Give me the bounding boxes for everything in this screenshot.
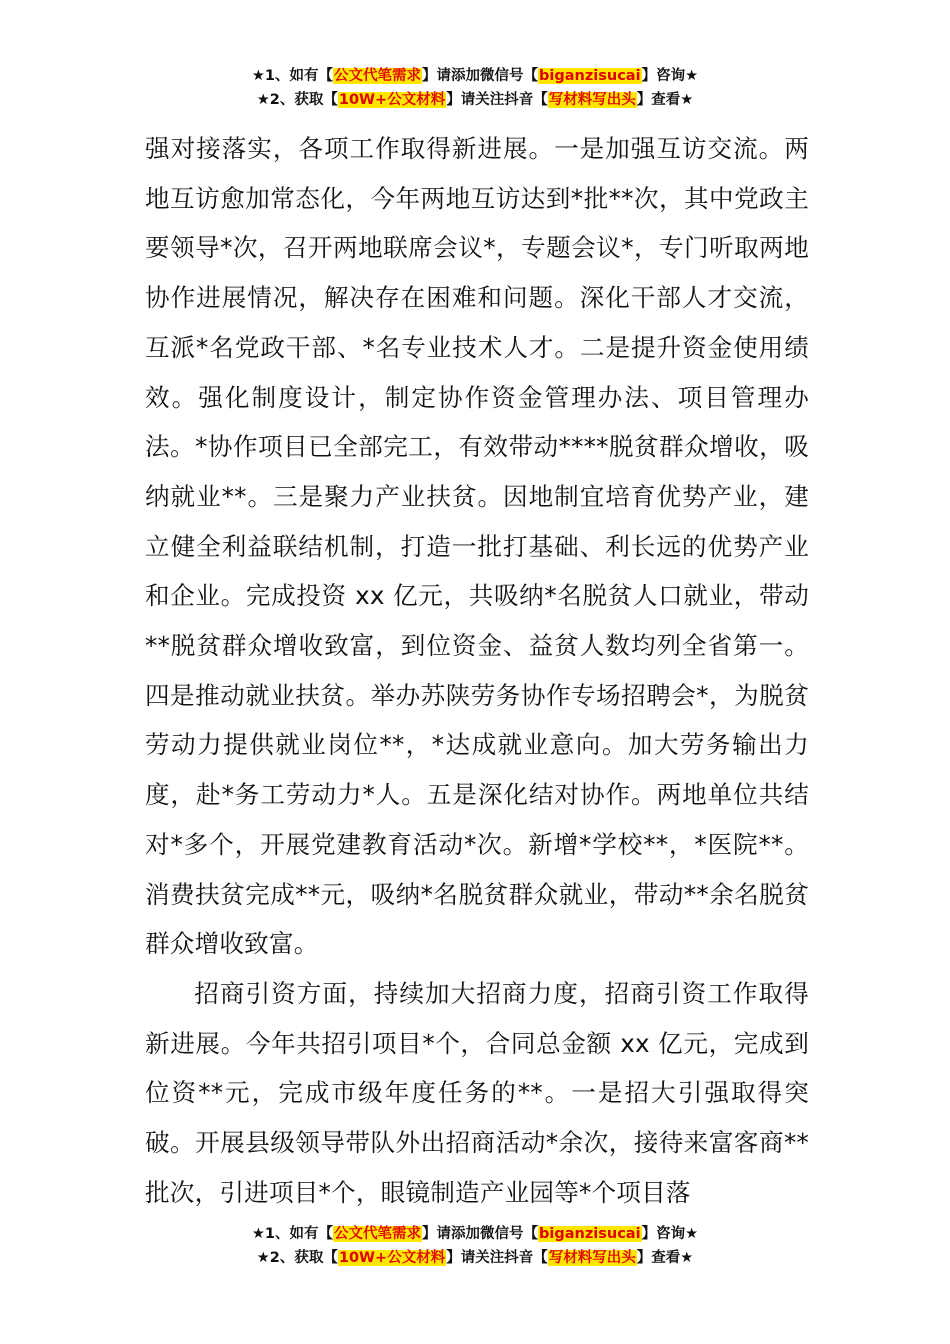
footer-line-2-mid: 】请关注抖音【: [446, 1250, 548, 1266]
paragraph-2: 招商引资方面，持续加大招商力度，招商引资工作取得新进展。今年共招引项目*个，合同总金额 xx 亿元，完成到位资**元，完成市级年度任务的**。一是招大引强取得突破。开展县级领导带队外出招商活动*余次，接待来富客商**批次，引进项目*个，眼镜制造产业园等*个项目落: [145, 978, 809, 1207]
banner-line-1-prefix: ★1、如有【: [251, 68, 334, 84]
footer-line-1-mid: 】请添加微信号【: [422, 1226, 539, 1242]
banner-line-1: [0, 64, 950, 88]
header-banner: [0, 64, 950, 112]
banner-line-2-prefix: ★2、获取【: [256, 92, 338, 108]
banner-line-1-mid: 】请添加微信号【: [422, 68, 539, 84]
footer-line-2-suffix: 】查看★: [636, 1250, 694, 1266]
banner-line-2: [0, 88, 950, 112]
banner-highlight-materials: 10W+公文材料: [338, 92, 446, 108]
document-body: [145, 124, 809, 1217]
banner-highlight-wechat-id: biganzisucai: [539, 68, 641, 84]
footer-line-1-prefix: ★1、如有【: [251, 1226, 334, 1242]
footer-line-2: [0, 1246, 950, 1270]
footer-highlight-wechat-id: biganzisucai: [539, 1226, 641, 1242]
banner-line-2-suffix: 】查看★: [636, 92, 694, 108]
banner-line-2-mid: 】请关注抖音【: [446, 92, 548, 108]
paragraph-1: 强对接落实，各项工作取得新进展。一是加强互访交流。两地互访愈加常态化，今年两地互访达到*批**次，其中党政主要领导*次，召开两地联席会议*，专题会议*，专门听取两地协作进展情况，解决存在困难和问题。深化干部人才交流，互派*名党政干部、*名专业技术人才。二是提升资金使用绩效。强化制度设计，制定协作资金管理办法、项目管理办法。*协作项目已全部完工，有效带动****脱贫群众增收，吸纳就业**。三是聚力产业扶贫。因地制宜培育优势产业，建立健全利益联结机制，打造一批打基础、利长远的优势产业和企业。完成投资 xx 亿元，共吸纳*名脱贫人口就业，带动**脱贫群众增收致富，到位资金、益贫人数均列全省第一。四是推动就业扶贫。举办苏陕劳务协作专场招聘会*，为脱贫劳动力提供就业岗位**，*达成就业意向。加大劳务输出力度，赴*务工劳动力*人。五是深化结对协作。两地单位共结对*多个，开展党建教育活动*次。新增*学校**，*医院**。消费扶贫完成**元，吸纳*名脱贫群众就业，带动**余名脱贫群众增收致富。: [145, 134, 809, 959]
footer-line-2-prefix: ★2、获取【: [256, 1250, 338, 1266]
banner-line-1-suffix: 】咨询★: [641, 68, 699, 84]
footer-highlight-douyin: 写材料写出头: [548, 1250, 636, 1266]
footer-highlight-materials: 10W+公文材料: [338, 1250, 446, 1266]
footer-highlight-service: 公文代笔需求: [334, 1226, 422, 1242]
footer-line-1: [0, 1222, 950, 1246]
footer-banner: [0, 1222, 950, 1270]
banner-highlight-douyin: 写材料写出头: [548, 92, 636, 108]
banner-highlight-service: 公文代笔需求: [334, 68, 422, 84]
footer-line-1-suffix: 】咨询★: [641, 1226, 699, 1242]
